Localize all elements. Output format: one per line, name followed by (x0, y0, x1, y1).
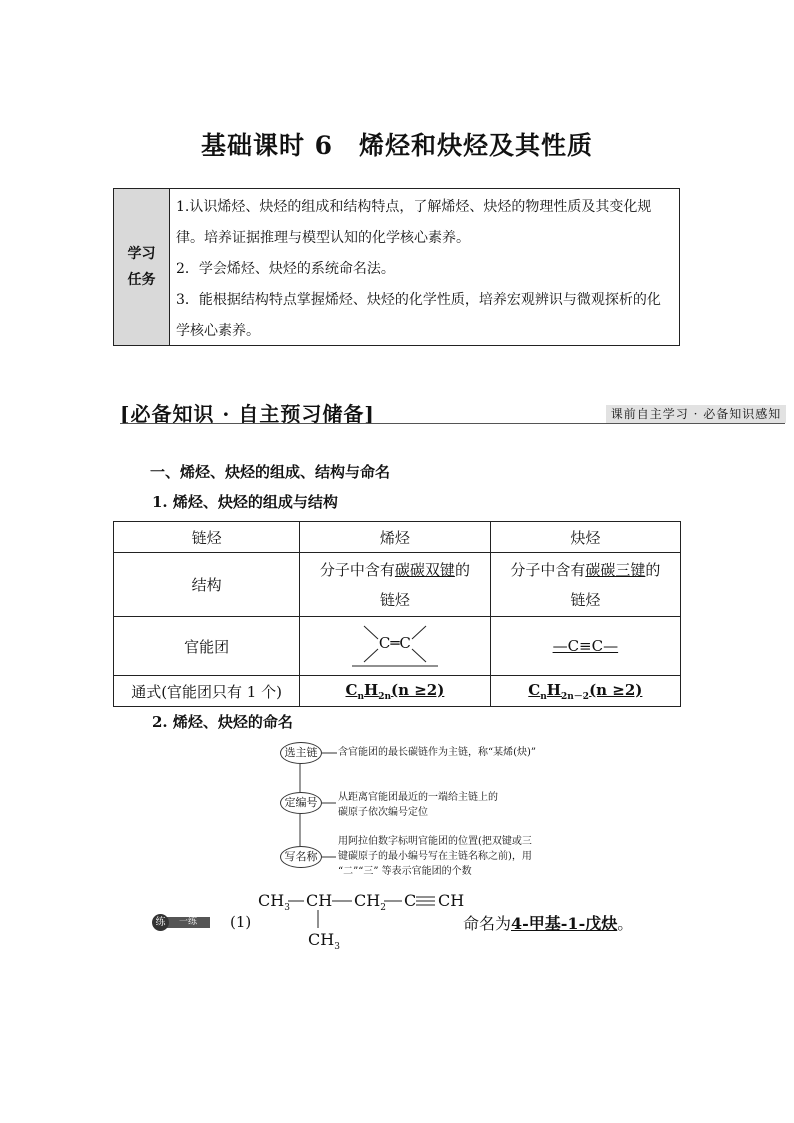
cell-text: 分子中含有 (510, 560, 586, 579)
practice-badge-bar: 一练 (166, 917, 210, 928)
step-select-main-chain: 选主链 (280, 742, 322, 764)
answer-key: 碳碳双键 (394, 560, 455, 579)
practice-answer-line (463, 911, 633, 934)
task-item: 2．学会烯烃、炔烃的系统命名法。 (176, 261, 395, 277)
answer-key: 碳碳三键 (585, 560, 646, 579)
formula-part: C (345, 680, 358, 699)
heading-3: 2. 烯烃、炔烃的命名 (152, 713, 293, 731)
formula-part: CH (354, 891, 381, 910)
alkyne-fg-cell (490, 617, 680, 676)
step3-line: 用阿拉伯数字标明官能团的位置(把双键或三 (338, 836, 532, 847)
practice-number: (1) (230, 913, 252, 931)
table-row (114, 522, 681, 553)
formula-part: H (546, 680, 561, 699)
formula-ch3 (258, 891, 290, 913)
practice-badge (152, 914, 210, 931)
step-write-name: 写名称 (280, 846, 322, 868)
row-label: 通式(官能团只有 1 个) (114, 676, 300, 707)
step2-line: 碳原子依次编号定位 (338, 807, 428, 818)
alkene-fg-text: C═C (378, 634, 411, 652)
formula-sub: 2 (380, 903, 386, 913)
alkene-structure-cell (300, 553, 491, 617)
table-header-cell: 链烃 (114, 522, 300, 553)
alkyne-formula (528, 680, 643, 702)
page-title: 基础课时 6 烯烃和炔烃及其性质 (200, 131, 594, 160)
alkyne-fg-text: —C≡C— (552, 637, 619, 655)
alkene-fg-cell (300, 617, 491, 676)
formula-sub: n (357, 691, 365, 702)
table-header-cell: 炔烃 (490, 522, 680, 553)
learning-task-box (113, 188, 680, 346)
formula-branch-ch3 (308, 930, 340, 952)
answer-name: 4-甲基-1-戊炔 (511, 914, 618, 933)
heading-2: 1. 烯烃、炔烃的组成与结构 (152, 493, 338, 511)
practice-badge-circle: 练 (152, 914, 169, 931)
step2-line: 从距离官能团最近的一端给主链上的 (338, 792, 498, 803)
formula-sub: n (540, 691, 547, 702)
step3-text (338, 834, 532, 879)
formula-ch-end: CH (438, 891, 465, 910)
row-label: 官能团 (114, 617, 300, 676)
step-number: 定编号 (280, 792, 322, 814)
cell-text: 链烃 (379, 590, 410, 609)
alkyne-formula-cell (490, 676, 680, 707)
formula-ch2 (354, 891, 386, 913)
alkene-formula-cell (300, 676, 491, 707)
step2-text (338, 790, 498, 820)
alkyne-structure-cell (490, 553, 680, 617)
section-divider (120, 423, 785, 424)
task-body (176, 192, 674, 347)
formula-part: CH (308, 930, 335, 949)
section-tag: 课前自主学习 · 必备知识感知 (606, 405, 786, 423)
formula-c: C (404, 891, 417, 910)
naming-flowchart (280, 740, 580, 880)
task-label (114, 189, 170, 345)
cell-text: 分子中含有 (319, 560, 395, 579)
formula-sub: 3 (334, 942, 340, 952)
formula-part: CH (258, 891, 285, 910)
row-label: 结构 (114, 553, 300, 617)
formula-ch: CH (306, 891, 333, 910)
formula-part: H (364, 680, 379, 699)
formula-sub: 3 (284, 903, 290, 913)
task-item: 1.认识烯烃、炔烃的组成和结构特点，了解烯烃、炔烃的物理性质及其变化规律。培养证据推理与模型认知的化学核心素养。 (176, 199, 652, 246)
composition-structure-table (113, 521, 681, 707)
formula-part: C (528, 680, 541, 699)
answer-suffix: 。 (617, 914, 634, 933)
table-row (114, 676, 681, 707)
section-heading: [必备知识 · 自主预习储备] (120, 402, 375, 426)
structural-formula (258, 888, 468, 954)
table-row (114, 553, 681, 617)
cell-text: 的 (454, 560, 470, 579)
step3-line: 键碳原子的最小编号写在主链名称之前)，用 (338, 851, 532, 862)
cell-text: 的 (645, 560, 661, 579)
formula-sub: 2n (378, 691, 392, 702)
step1-text: 含官能团的最长碳链作为主链，称“某烯(炔)” (338, 747, 537, 758)
task-label-line1: 学习 (127, 246, 156, 262)
step3-line: “二”“三” 等表示官能团的个数 (338, 866, 472, 877)
cell-text: 链烃 (570, 590, 601, 609)
alkene-fg-diagram (348, 621, 442, 667)
alkene-formula (345, 680, 445, 702)
table-header-cell: 烯烃 (300, 522, 491, 553)
table-row (114, 617, 681, 676)
answer-prefix: 命名为 (463, 914, 512, 933)
task-label-line2: 任务 (127, 272, 156, 288)
formula-condition: (n ≥2) (589, 680, 643, 699)
formula-sub: 2n－2 (560, 691, 590, 702)
formula-condition: (n ≥2) (391, 680, 445, 699)
task-item: 3．能根据结构特点掌握烯烃、炔烃的化学性质，培养宏观辨识与微观探析的化学核心素养。 (176, 292, 661, 339)
heading-1: 一、烯烃、炔烃的组成、结构与命名 (150, 463, 391, 481)
